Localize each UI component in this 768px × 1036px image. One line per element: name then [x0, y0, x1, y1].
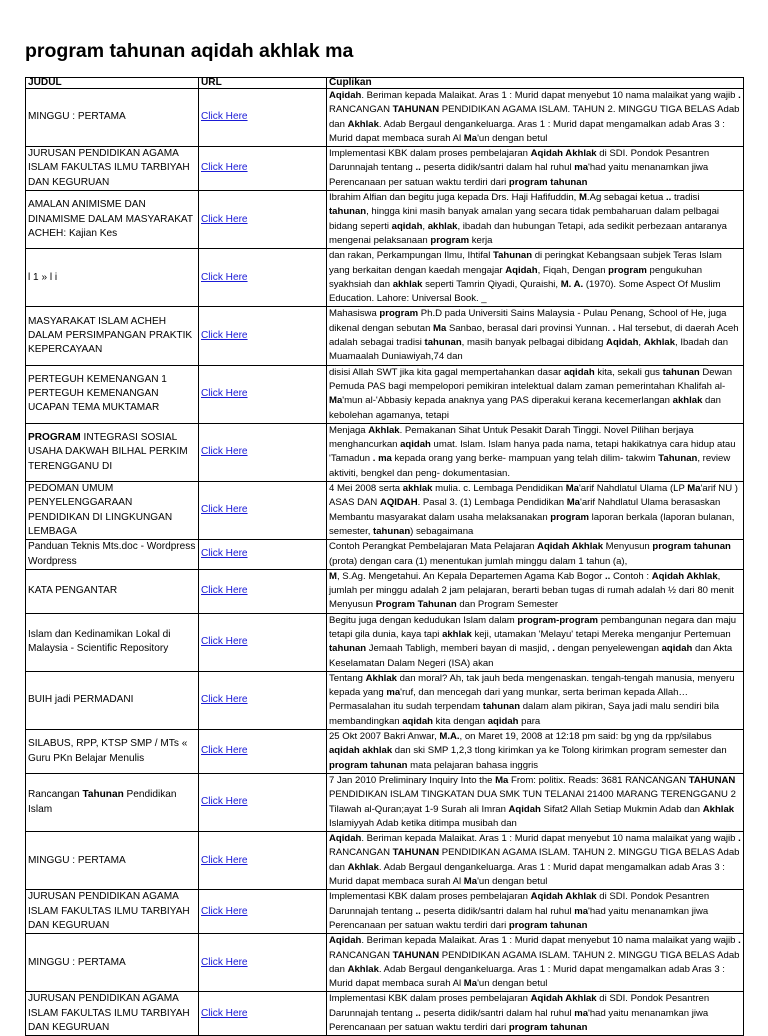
highlight-text: tahunan: [373, 525, 411, 537]
text-run: Pendidikan Islam: [28, 789, 177, 815]
text-run: peserta didik/santri dalam hal ruhul: [420, 162, 575, 174]
table-row: [26, 191, 744, 249]
text-run: BUIH jadi PERMADANI: [28, 694, 134, 706]
highlight-text: Akhlak: [347, 861, 379, 873]
text-run: , review aktiviti, bengkel dan peng- dokumentasian.: [329, 453, 731, 479]
highlight-text: program tahunan: [652, 541, 731, 553]
click-here-link[interactable]: Click Here: [201, 548, 248, 560]
text-run: keji, utamakan 'Melayu' tetapi Mereka menganjur Pertemuan: [471, 628, 731, 640]
text-run: dan ski SMP 1,2,3 tlong kirimkan ya ke Tolong kirimkan program semester dan: [392, 745, 727, 757]
highlight-text: Tahunan: [492, 250, 533, 262]
text-run: kita, sekali gus: [594, 366, 663, 378]
highlight-text: ..: [604, 570, 611, 582]
text-run: , jumlah per minggu adalah 2 jam pelajaran, berarti beban tugas di rumah adalah ½ dari 80 menit Menyusun: [329, 570, 734, 611]
text-run: Tentang: [329, 672, 366, 684]
text-run: 'un dengan betul: [477, 978, 548, 990]
text-run: 'ruf, dan mencegah dari yang munkar, serta beriman kepada Allah… Permasalahan itu sudah terpendam: [329, 687, 689, 713]
column-header-url: URL: [199, 78, 327, 89]
text-run: INTEGRASI SOSIAL USAHA DAKWAH BILHAL PERKIM TERENGGANU DI: [28, 431, 188, 472]
text-run: Mahasiswa: [329, 308, 380, 320]
click-here-link[interactable]: Click Here: [201, 504, 248, 516]
click-here-link[interactable]: Click Here: [201, 446, 248, 458]
highlight-text: .: [738, 90, 741, 101]
text-run: peserta didik/santri dalam hal ruhul: [420, 1007, 575, 1019]
cell-judul: [26, 992, 199, 1036]
cell-url: [199, 89, 327, 147]
cell-judul: [26, 249, 199, 307]
text-run: 7 Jan 2010 Preliminary Inquiry Into the: [329, 774, 496, 786]
cell-judul: [26, 307, 199, 365]
table-row: [26, 934, 744, 992]
cell-url: [199, 249, 327, 307]
table-row: [26, 423, 744, 481]
text-run: 'arif NU ) ASAS DAN: [329, 483, 738, 509]
highlight-text: ma: [574, 905, 589, 917]
highlight-text: M. A.: [560, 278, 584, 290]
cell-judul: [26, 730, 199, 774]
highlight-text: Akhlak: [347, 963, 379, 975]
text-run: MINGGU : PERTAMA: [28, 854, 126, 866]
cell-judul: [26, 671, 199, 729]
table-row: [26, 613, 744, 671]
table-row: [26, 730, 744, 774]
text-run: . Pasal 3. (1) Lembaga Pendidikan: [417, 497, 567, 509]
text-run: Menjaga: [329, 424, 369, 436]
text-run: Islam dan Kedinamikan Lokal di Malaysia - Scientific Repository: [28, 628, 171, 655]
highlight-text: Aqidah Akhlak: [530, 993, 597, 1005]
table-row: [26, 249, 744, 307]
click-here-link[interactable]: Click Here: [201, 271, 248, 283]
highlight-text: M: [578, 192, 587, 204]
highlight-text: Akhlak: [347, 118, 379, 130]
cell-cuplikan: [327, 540, 744, 570]
text-run: para: [518, 715, 541, 727]
highlight-text: Ma: [687, 483, 701, 495]
text-run: JURUSAN PENDIDIKAN AGAMA ISLAM FAKULTAS ILMU TARBIYAH DAN KEGURUAN: [28, 993, 190, 1033]
text-run: , S.Ag. Mengetahui. An Kepala Departemen Agama Kab Bogor: [336, 570, 605, 582]
column-header-judul: JUDUL: [26, 78, 199, 89]
text-run: laporan berkala (laporan bulanan, semester,: [329, 511, 735, 537]
text-run: , masih banyak pelbagai dibidang: [461, 337, 607, 349]
cell-cuplikan: [327, 730, 744, 774]
text-run: PERTEGUH KEMENANGAN 1 PERTEGUH KEMENANGAN UCAPAN TEMA MUKTAMAR: [28, 373, 167, 414]
text-run: ,: [422, 220, 428, 232]
text-run: mata pelajaran bahasa inggris: [407, 759, 539, 771]
text-run: umat. Islam. Islam hanya pada nama, tetapi hakikatnya cara hidup atau 'Tamadun: [329, 439, 736, 465]
table-row: [26, 569, 744, 613]
cell-url: [199, 934, 327, 992]
text-run: . Adab Bergaul dengankeluarga. Aras 1 : Murid dapat mengamalkan adab Aras 3 : Murid dapat membaca surah Al: [329, 963, 725, 990]
highlight-text: Aqidah: [329, 90, 362, 101]
click-here-link[interactable]: Click Here: [201, 388, 248, 400]
highlight-text: ..: [415, 162, 421, 174]
text-run: mulia. c. Lembaga Pendidikan: [432, 483, 566, 495]
cell-url: [199, 482, 327, 540]
click-here-link[interactable]: Click Here: [201, 213, 248, 225]
highlight-text: Aqidah Akhlak: [530, 148, 597, 160]
text-run: . Beriman kepada Malaikat. Aras 1 : Murid dapat menyebut 10 nama malaikat yang wajib: [361, 833, 739, 845]
table-row: [26, 773, 744, 831]
cell-judul: [26, 832, 199, 890]
cell-judul: [26, 569, 199, 613]
table-row: [26, 307, 744, 365]
highlight-text: aqidah: [400, 439, 431, 451]
click-here-link[interactable]: Click Here: [201, 162, 248, 174]
text-run: , ibadah dan hubungan Tetapi, ada sedikit perbezaan antaranya mengenai pelaksanaan: [329, 220, 727, 246]
text-run: From: politix. Reads: 3681 RANCANGAN: [508, 774, 689, 786]
table-body: [26, 89, 744, 1036]
highlight-text: .: [738, 833, 741, 845]
highlight-text: Ma: [463, 132, 478, 144]
text-run: Implementasi KBK dalam proses pembelajaran: [329, 993, 531, 1005]
cell-judul: [26, 540, 199, 570]
table-row: [26, 992, 744, 1036]
text-run: Implementasi KBK dalam proses pembelajaran: [329, 148, 531, 160]
text-run: 'mun al-'Abbasiy kepada anaknya yang PAS diperakui kerana kecemerlangan: [342, 395, 673, 407]
highlight-text: Ma: [495, 774, 509, 786]
text-run: JURUSAN PENDIDIKAN AGAMA ISLAM FAKULTAS ILMU TARBIYAH DAN KEGURUAN: [28, 891, 190, 931]
text-run: Panduan Teknis Mts.doc - Wordpress Wordpress: [28, 541, 196, 567]
highlight-text: akhlak: [442, 628, 472, 640]
highlight-text: tahunan: [329, 643, 367, 655]
cell-url: [199, 992, 327, 1036]
click-here-link[interactable]: Click Here: [201, 905, 248, 917]
column-header-cuplikan: Cuplikan: [327, 78, 744, 89]
cell-url: [199, 147, 327, 191]
text-run: dengan penyelewengan: [554, 643, 662, 655]
cell-judul: [26, 191, 199, 249]
text-run: 25 Okt 2007 Bakri Anwar,: [329, 731, 440, 743]
highlight-text: AQIDAH: [379, 497, 418, 509]
highlight-text: Akhlak: [368, 424, 400, 436]
highlight-text: Ma: [566, 497, 580, 509]
cell-cuplikan: [327, 613, 744, 671]
cell-judul: [26, 365, 199, 423]
cell-judul: [26, 89, 199, 147]
text-run: peserta didik/santri dalam hal ruhul: [420, 905, 575, 917]
highlight-text: Program Tahunan: [375, 599, 457, 611]
cell-url: [199, 773, 327, 831]
text-run: di SDI. Pondok Pesantren Darunnajah tentang: [329, 891, 710, 917]
cell-cuplikan: [327, 773, 744, 831]
highlight-text: akhlak: [427, 220, 458, 232]
text-run: ,: [638, 337, 644, 349]
cell-url: [199, 540, 327, 570]
text-run: 'un dengan betul: [477, 876, 548, 888]
table-row: [26, 482, 744, 540]
text-run: RANCANGAN: [329, 949, 393, 961]
cell-cuplikan: [327, 890, 744, 934]
highlight-text: .: [612, 322, 616, 334]
highlight-text: TAHUNAN: [688, 774, 736, 786]
text-run: MINGGU : PERTAMA: [28, 111, 126, 123]
highlight-text: Aqidah Akhlak: [537, 541, 604, 553]
text-run: SILABUS, RPP, KTSP SMP / MTs « Guru PKn Belajar Menulis: [28, 738, 188, 764]
text-run: , Fiqah, Dengan: [537, 264, 609, 276]
text-run: Implementasi KBK dalam proses pembelajaran: [329, 891, 531, 903]
highlight-text: Aqidah: [606, 337, 639, 349]
text-run: di SDI. Pondok Pesantren Darunnajah tentang: [329, 148, 710, 174]
text-run: dalam alam pikiran, Saya jadi malu sendiri bila membandingkan: [329, 701, 720, 727]
cell-url: [199, 569, 327, 613]
highlight-text: program: [430, 234, 470, 246]
highlight-text: Ma: [565, 483, 579, 495]
text-run: RANCANGAN: [329, 104, 393, 116]
highlight-text: tahunan: [662, 366, 700, 378]
text-run: . Beriman kepada Malaikat. Aras 1 : Murid dapat menyebut 10 nama malaikat yang wajib: [361, 935, 739, 947]
highlight-text: program tahunan: [329, 759, 408, 771]
text-run: .Ag sebagai ketua: [586, 192, 667, 204]
cell-cuplikan: [327, 934, 744, 992]
cell-judul: [26, 482, 199, 540]
text-run: MINGGU : PERTAMA: [28, 956, 126, 968]
highlight-text: aqidah: [402, 715, 434, 727]
table-row: [26, 671, 744, 729]
cell-url: [199, 365, 327, 423]
highlight-text: akhlak: [672, 395, 703, 407]
highlight-text: tahunan: [329, 206, 367, 218]
text-run: di SDI. Pondok Pesantren Darunnajah tentang: [329, 993, 710, 1019]
cell-url: [199, 832, 327, 890]
cell-url: [199, 890, 327, 934]
highlight-text: aqidah akhlak: [329, 745, 393, 757]
text-run: KATA PENGANTAR: [28, 585, 118, 597]
results-table: [25, 77, 744, 1036]
highlight-text: Aqidah Akhlak: [651, 570, 718, 582]
highlight-text: tahunan: [424, 337, 462, 349]
cell-url: [199, 307, 327, 365]
click-here-link[interactable]: Click Here: [201, 636, 248, 648]
cell-url: [199, 191, 327, 249]
cell-cuplikan: [327, 307, 744, 365]
cell-url: [199, 730, 327, 774]
text-run: kita dengan: [433, 715, 488, 727]
text-run: dan moral? Ah, tak jauh beda mengenaskan. tengah-tengah manusia, menyeru kepada yang: [329, 672, 735, 699]
cell-url: [199, 671, 327, 729]
text-run: . Adab Bergaul dengankeluarga. Aras 1 : Murid dapat mengamalkan adab Aras 3 : Murid dapat membaca surah Al: [329, 861, 725, 888]
highlight-text: program: [608, 264, 647, 276]
highlight-text: program: [379, 308, 419, 320]
text-run: PENDIDIKAN AGAMA ISLAM. TAHUN 2. MINGGU TIGA BELAS Adab dan: [329, 847, 740, 873]
cell-judul: [26, 934, 199, 992]
highlight-text: M.A.: [439, 731, 460, 743]
highlight-text: ..: [666, 192, 672, 204]
click-here-link[interactable]: Click Here: [201, 796, 248, 808]
text-run: AMALAN ANIMISME DAN DINAMISME DALAM MASYARAKAT ACHEH: Kajian Kes: [28, 199, 193, 239]
text-run: PEDOMAN UMUM PENYELENGGARAAN PENDIDIKAN DI LINGKUNGAN LEMBAGA: [28, 483, 173, 537]
text-run: dan Akta Keselamatan Dalam Negeri (ISA) akan: [329, 643, 733, 669]
click-here-link[interactable]: Click Here: [201, 111, 248, 123]
highlight-text: M: [329, 570, 337, 582]
table-row: [26, 890, 744, 934]
highlight-text: Ma: [463, 876, 478, 888]
cell-cuplikan: [327, 671, 744, 729]
highlight-text: Aqidah: [329, 935, 362, 947]
highlight-text: Tahunan: [658, 453, 698, 465]
highlight-text: aqidah: [391, 220, 423, 232]
table-row: [26, 365, 744, 423]
highlight-text: program tahunan: [508, 176, 588, 188]
highlight-text: tahunan: [482, 701, 521, 713]
text-run: Menyusun: [603, 541, 653, 553]
text-run: pembangunan negara dan maju tetapi gila dunia, kaya tapi: [329, 614, 737, 640]
click-here-link[interactable]: Click Here: [201, 956, 248, 968]
highlight-text: program tahunan: [508, 919, 588, 931]
highlight-text: akhlak: [402, 483, 433, 495]
click-here-link[interactable]: Click Here: [201, 329, 248, 341]
highlight-text: ma: [378, 453, 392, 465]
click-here-link[interactable]: Click Here: [201, 585, 248, 597]
text-run: kerja: [469, 234, 493, 246]
text-run: 'arif Nahdlatul Ulama berasaskan Membantu masyarakat dalam usaha melaksanakan: [329, 497, 721, 523]
cell-judul: [26, 613, 199, 671]
text-run: , hingga kini masih banyak amalan yang secara tidak pembaharuan dalam pelbagai bidang seperti: [329, 206, 720, 232]
text-run: PENDIDIKAN ISLAM TINGKATAN DUA SMK TUN TELANAI 21400 MARANG TERENGGANU 2 Tilawah al-Quran;ayat 1-9 Surah ali Imran: [329, 789, 736, 815]
highlight-text: TAHUNAN: [392, 847, 440, 859]
table-row: [26, 540, 744, 570]
text-run: pengukuhan syakhsiah dan: [329, 264, 703, 290]
text-run: (1970). Some Aspect Of Muslim Education. Lahore: Universal Book. _: [329, 278, 721, 305]
table-row: [26, 832, 744, 890]
text-run: dan Program Semester: [456, 599, 559, 611]
highlight-text: Akhlak: [643, 337, 676, 349]
table-row: [26, 89, 744, 147]
text-run: JURUSAN PENDIDIKAN AGAMA ISLAM FAKULTAS ILMU TARBIYAH DAN KEGURUAN: [28, 148, 190, 188]
text-run: Sanbao, berasal dari provinsi Yunnan.: [446, 322, 613, 334]
cell-judul: [26, 773, 199, 831]
highlight-text: aqidah: [563, 366, 595, 378]
highlight-text: TAHUNAN: [392, 104, 440, 116]
highlight-text: ma: [574, 162, 589, 174]
highlight-text: TAHUNAN: [392, 949, 440, 961]
page-title: program tahunan aqidah akhlak ma: [25, 40, 354, 62]
highlight-text: ma: [386, 687, 401, 699]
highlight-text: Aqidah Akhlak: [530, 891, 597, 903]
text-run: PENDIDIKAN AGAMA ISLAM. TAHUN 2. MINGGU TIGA BELAS Adab dan: [329, 949, 740, 975]
text-run: Hal tersebut, di daerah Aceh adalah sebagai tradisi: [329, 322, 739, 349]
cell-cuplikan: [327, 147, 744, 191]
cell-cuplikan: [327, 89, 744, 147]
text-run: Ph.D pada Universiti Sains Malaysia - Pulau Penang, School of He, juga dikenal dengan sebutan: [329, 308, 727, 334]
text-run: Sifat2 Allah Setiap Mukmin Adab dan: [540, 803, 703, 815]
highlight-text: Aqidah: [505, 264, 538, 276]
highlight-text: Ma: [463, 978, 478, 990]
click-here-link[interactable]: Click Here: [201, 1007, 248, 1019]
text-run: dan rakan, Perkampungan Ilmu, Ihtifal: [329, 250, 493, 262]
cell-cuplikan: [327, 569, 744, 613]
highlight-text: PROGRAM: [28, 431, 81, 443]
text-run: . Adab Bergaul dengankeluarga. Aras 1 : Murid dapat mengamalkan adab Aras 3 : Murid dapat membaca surah Al: [329, 118, 725, 144]
text-run: ) sebagaimana: [410, 525, 474, 537]
highlight-text: Aqidah: [329, 833, 362, 845]
highlight-text: Ma: [433, 322, 447, 334]
text-run: , Ibadah dan Muamaalah Duniawiyah,74 dan: [329, 337, 729, 363]
cell-judul: [26, 423, 199, 481]
cell-cuplikan: [327, 992, 744, 1036]
highlight-text: .: [552, 643, 555, 655]
text-run: Contoh Perangkat Pembelajaran Mata Pelajaran: [329, 541, 538, 553]
text-run: 4 Mei 2008 serta: [329, 483, 403, 495]
text-run: 'un dengan betul: [477, 132, 548, 144]
text-run: . Pemakanan Sihat Untuk Pesakit Darah Tinggi. Novel Pilihan berjaya menghancurkan: [329, 424, 694, 451]
text-run: 'had yaitu menanamkan jiwa Perencanaan per satuan waktu terdiri dari: [329, 905, 709, 931]
highlight-text: Akhlak: [702, 803, 735, 815]
highlight-text: program: [550, 511, 590, 523]
text-run: disisi Allah SWT jika kita gagal mempertahankan dasar: [329, 366, 564, 378]
highlight-text: .: [738, 935, 741, 947]
text-run: di peringkat Kebangsaan subjek Teras Islam yang berkaitan dengan kaedah mengajar: [329, 250, 722, 276]
highlight-text: ma: [574, 1007, 589, 1019]
text-run: Islamiyyah Adab ketika ditimpa musibah dan: [329, 817, 517, 829]
click-here-link[interactable]: Click Here: [201, 694, 248, 706]
text-run: Dewan Pemuda PAS bagi mempelopori pemikiran intelektual dalam zaman pemerintahan Khalifah al-: [329, 366, 733, 392]
highlight-text: akhlak: [392, 278, 423, 290]
highlight-text: program-program: [517, 614, 599, 626]
highlight-text: .: [372, 453, 376, 465]
text-run: , on Maret 19, 2008 at 12:18 pm said: bg yng da rpp/silabus: [459, 731, 712, 743]
highlight-text: Ma: [329, 395, 343, 407]
text-run: Ibrahim Alfian dan begitu juga kepada Drs. Haji Hafifuddin,: [329, 192, 579, 204]
text-run: . Beriman kepada Malaikat. Aras 1 : Murid dapat menyebut 10 nama malaikat yang wajib: [361, 90, 739, 101]
text-run: MASYARAKAT ISLAM ACHEH DALAM PERSIMPANGAN PRAKTIK KEPERCAYAAN: [28, 315, 193, 356]
click-here-link[interactable]: Click Here: [201, 854, 248, 866]
cell-judul: [26, 147, 199, 191]
text-run: kepada orang yang berke- mampuan yang telah dilim- takwim: [391, 453, 659, 465]
table-header-row: [26, 78, 744, 89]
highlight-text: ..: [415, 1007, 421, 1019]
text-run: 'had yaitu menanamkan jiwa Perencanaan per satuan waktu terdiri dari: [329, 162, 709, 188]
cell-url: [199, 613, 327, 671]
cell-cuplikan: [327, 249, 744, 307]
cell-cuplikan: [327, 482, 744, 540]
text-run: Jemaah Tabligh, memberi bayan di masjid,: [366, 643, 553, 655]
highlight-text: program tahunan: [508, 1022, 588, 1033]
table-row: [26, 147, 744, 191]
highlight-text: Akhlak: [365, 672, 397, 684]
click-here-link[interactable]: Click Here: [201, 745, 248, 757]
highlight-text: ..: [415, 905, 421, 917]
text-run: Rancangan: [28, 789, 83, 801]
text-run: PENDIDIKAN AGAMA ISLAM. TAHUN 2. MINGGU TIGA BELAS Adab dan: [329, 104, 740, 130]
text-run: seperti Tamrin Qiyadi, Quraishi,: [422, 278, 561, 290]
cell-cuplikan: [327, 191, 744, 249]
text-run: Begitu juga dengan kedudukan Islam dalam: [329, 614, 518, 626]
text-run: (prota) dengan cara (1) menentukan jumlah minggu dalam 1 tahun (a),: [329, 555, 628, 567]
highlight-text: Aqidah: [508, 803, 541, 815]
cell-cuplikan: [327, 365, 744, 423]
text-run: RANCANGAN: [329, 847, 393, 859]
highlight-text: Tahunan: [82, 789, 124, 801]
highlight-text: aqidah: [487, 715, 519, 727]
highlight-text: aqidah: [661, 643, 693, 655]
text-run: 'arif Nahdlatul Ulama (LP: [578, 483, 688, 495]
text-run: 'had yaitu menanamkan jiwa Perencanaan per satuan waktu terdiri dari: [329, 1007, 709, 1033]
text-run: dan kebolehan agamanya, tetapi: [329, 395, 721, 421]
cell-cuplikan: [327, 832, 744, 890]
cell-judul: [26, 890, 199, 934]
text-run: tradisi: [671, 192, 700, 204]
cell-url: [199, 423, 327, 481]
text-run: Contoh :: [610, 570, 652, 582]
cell-cuplikan: [327, 423, 744, 481]
text-run: l 1 » l i: [28, 271, 58, 283]
